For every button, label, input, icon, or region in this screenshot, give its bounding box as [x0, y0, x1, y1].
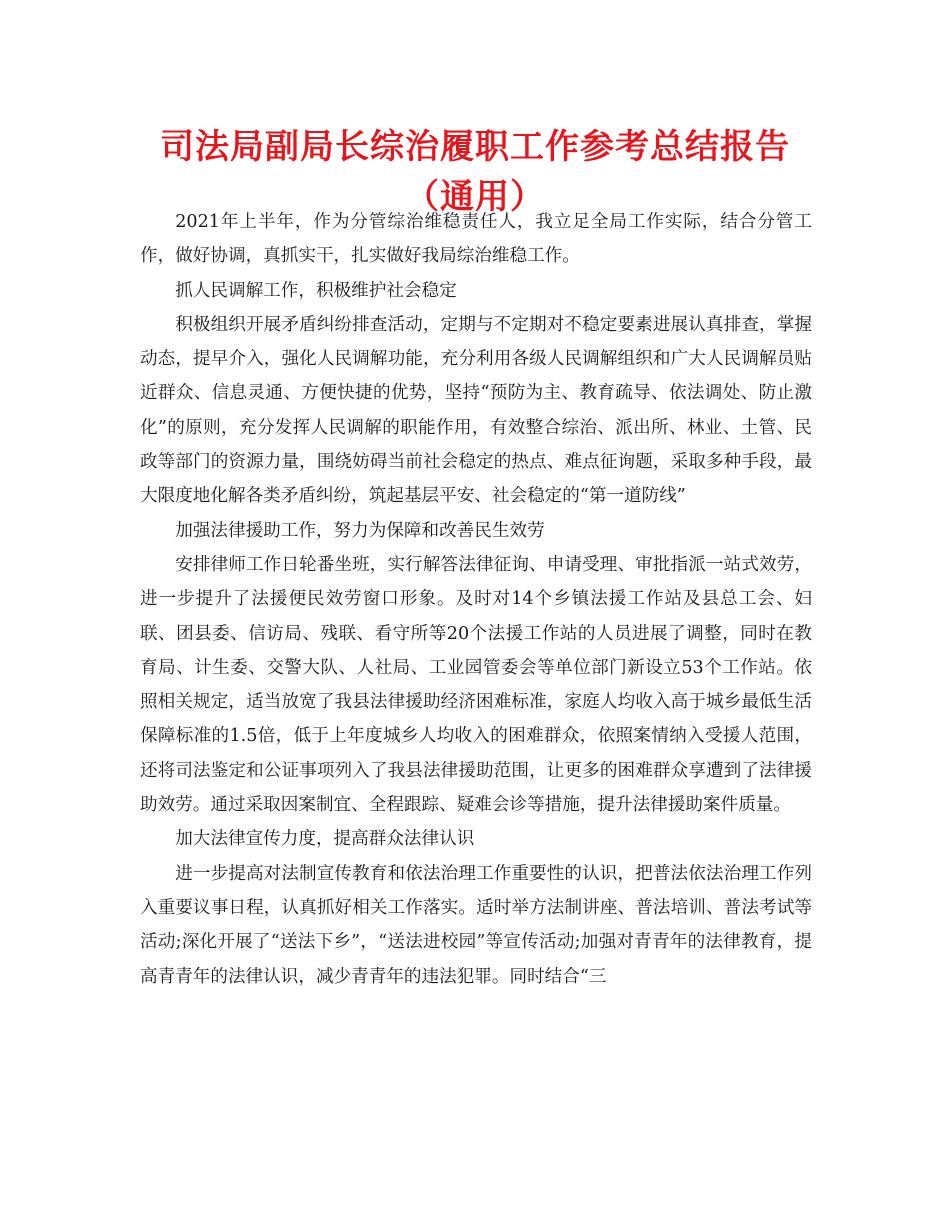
paragraph-legal-aid: 安排律师工作日轮番坐班，实行解答法律征询、申请受理、审批指派一站式效劳，进一步提升了法援便民效劳窗口形象。及时对14个乡镇法援工作站及县总工会、妇联、团县委、信访局、残联、看守所等20个法援工作站的人员进展了调整，同时在教育局、计生委、交警大队、人社局、工业园管委会等单位部门新设立53个工作站。依照相关规定，适当放宽了我县法律援助经济困难标准，家庭人均收入高于城乡最低生活保障标准的1.5倍，低于上年度城乡人均收入的困难群众，依照案情纳入受援人范围，还将司法鉴定和公证事项列入了我县法律援助范围，让更多的困难群众享遭到了法律援助效劳。通过采取因案制宜、全程跟踪、疑难会诊等措施，提升法律援助案件质量。: [140, 554, 812, 816]
document-body: [140, 205, 812, 994]
section-heading-mediation: 抓人民调解工作，积极维护社会稳定: [175, 280, 457, 301]
document-title: 司法局副局长综治履职工作参考总结报告（通用）: [160, 127, 790, 217]
section-heading-legal-aid: 加强法律援助工作，努力为保障和改善民生效劳: [175, 520, 545, 541]
paragraph-legal-publicity: 进一步提高对法制宣传教育和依法治理工作重要性的认识，把普法依法治理工作列入重要议事日程，认真抓好相关工作落实。适时举方法制讲座、普法培训、普法考试等活动;深化开展了“送法下乡”，“送法进校园”等宣传活动;加强对青青年的法律教育，提高青青年的法律认识，减少青青年的违法犯罪。同时结合“三: [140, 863, 812, 987]
paragraph-intro: 2021年上半年，作为分管综治维稳责任人，我立足全局工作实际，结合分管工作，做好协调，真抓实干，扎实做好我局综治维稳工作。: [140, 212, 812, 267]
paragraph-mediation: 积极组织开展矛盾纠纷排查活动，定期与不定期对不稳定要素进展认真排查，掌握动态，提早介入，强化人民调解功能，充分利用各级人民调解组织和广大人民调解员贴近群众、信息灵通、方便快捷的优势，坚持“预防为主、教育疏导、依法调处、防止激化”的原则，充分发挥人民调解的职能作用，有效整合综治、派出所、林业、土管、民政等部门的资源力量，围绕妨碍当前社会稳定的热点、难点征询题，采取多种手段，最大限度地化解各类矛盾纠纷，筑起基层平安、社会稳定的“第一道防线”: [140, 314, 812, 507]
section-heading-legal-publicity: 加大法律宣传力度，提高群众法律认识: [175, 829, 475, 850]
